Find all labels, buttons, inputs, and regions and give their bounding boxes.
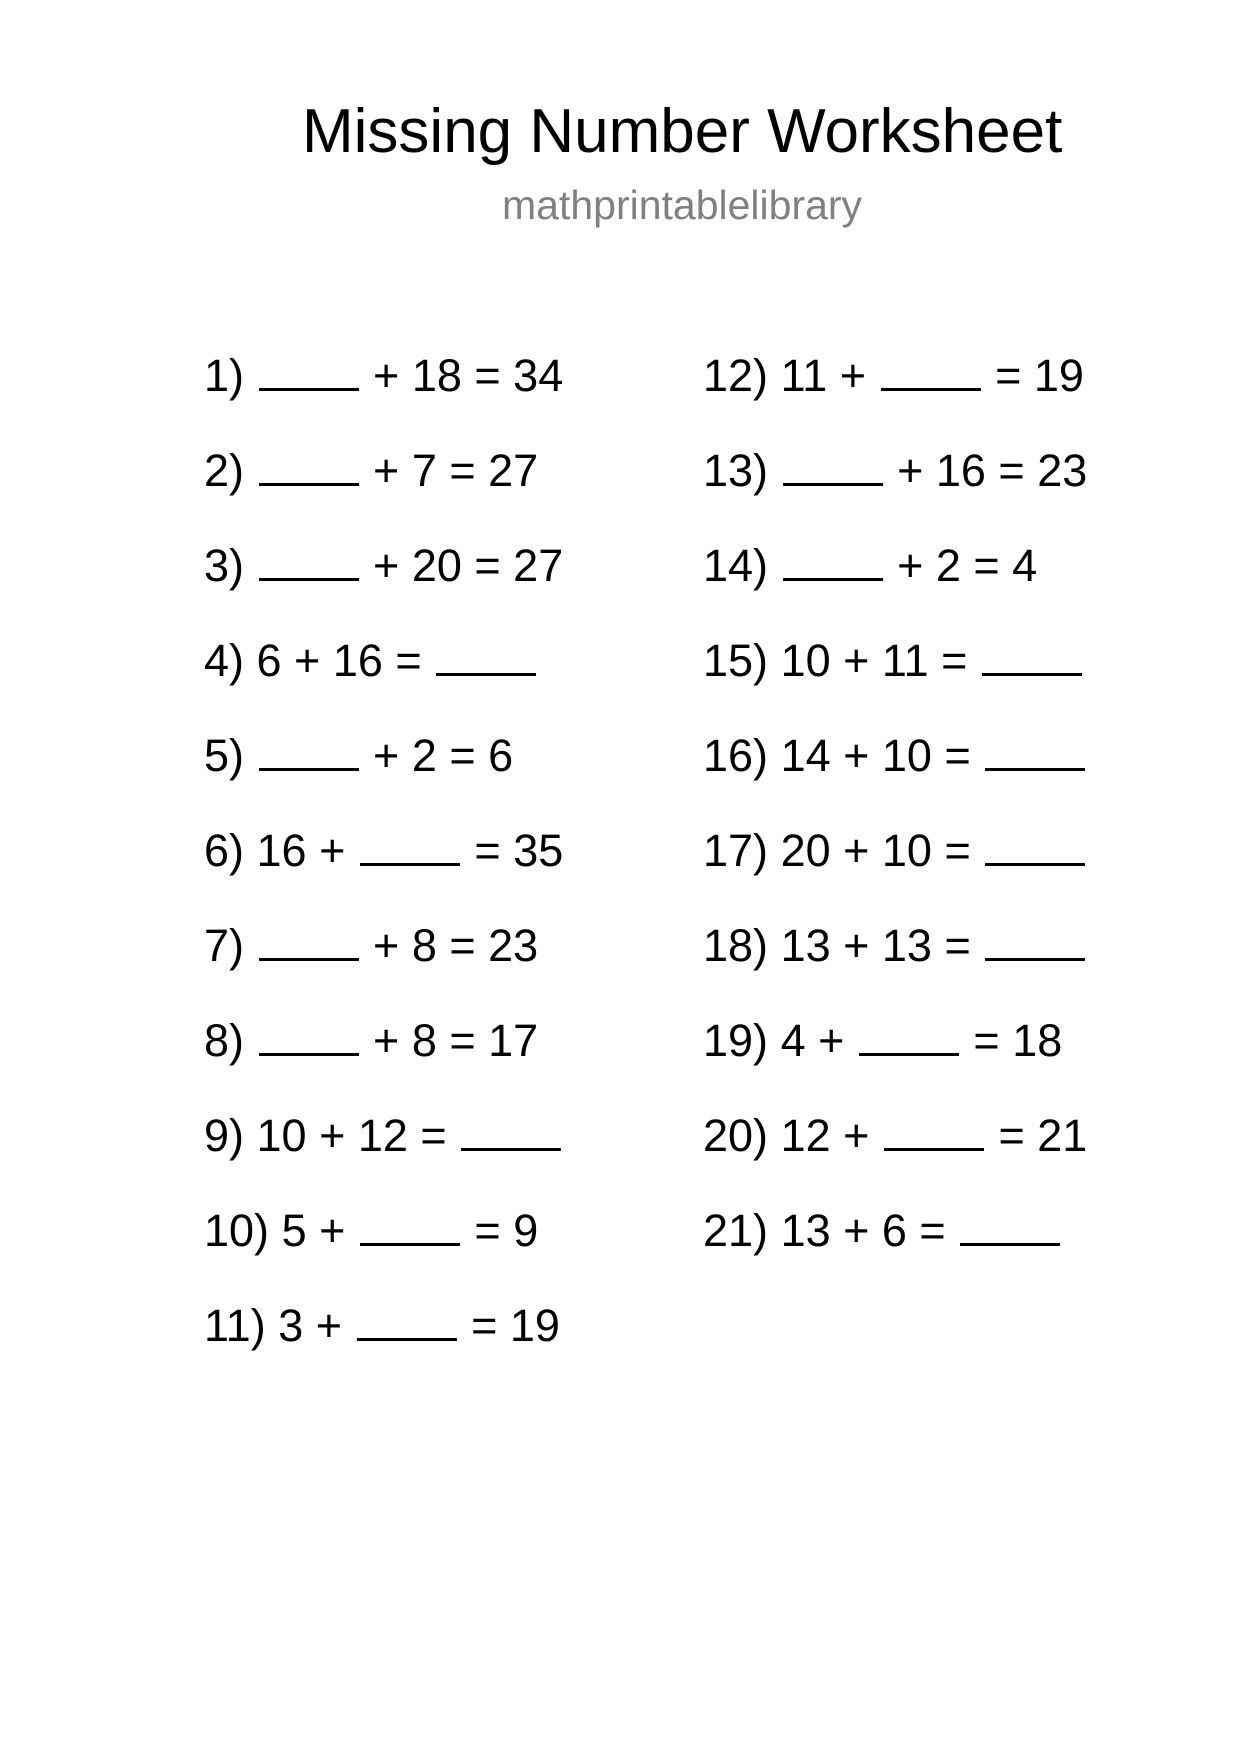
problem-item [204, 730, 513, 782]
problem-number: 2) [204, 445, 245, 496]
problem-item [703, 1110, 1087, 1162]
problem-lead: 16 + [256, 825, 346, 876]
problem-number: 19) [703, 1015, 769, 1066]
problem-lead: 13 + 13 = [780, 920, 971, 971]
problem-rest: + 2 = 4 [897, 540, 1038, 591]
answer-blank[interactable] [960, 1213, 1060, 1246]
problem-item [204, 1205, 538, 1257]
problem-number: 20) [703, 1110, 769, 1161]
problem-number: 15) [703, 635, 769, 686]
problem-rest: = 21 [998, 1110, 1088, 1161]
answer-blank[interactable] [985, 928, 1085, 961]
problem-rest: + 2 = 6 [373, 730, 514, 781]
problem-lead: 20 + 10 = [780, 825, 971, 876]
problem-item [703, 1205, 1062, 1257]
problem-rest: + 8 = 23 [373, 920, 539, 971]
answer-blank[interactable] [859, 1023, 959, 1056]
answer-blank[interactable] [783, 548, 883, 581]
problem-lead: 3 + [278, 1300, 343, 1351]
problem-item [204, 825, 563, 877]
problem-item [703, 825, 1087, 877]
problem-item [703, 445, 1087, 497]
problem-lead: 10 + 11 = [780, 635, 968, 686]
problem-rest: + 7 = 27 [373, 445, 539, 496]
problem-number: 1) [204, 350, 245, 401]
answer-blank[interactable] [982, 643, 1082, 676]
answer-blank[interactable] [259, 453, 359, 486]
problem-number: 12) [703, 350, 769, 401]
problem-rest: = 19 [995, 350, 1084, 401]
answer-blank[interactable] [259, 738, 359, 771]
problem-item [703, 635, 1084, 687]
answer-blank[interactable] [436, 643, 536, 676]
problem-number: 5) [204, 730, 245, 781]
problem-rest: + 8 = 17 [373, 1015, 539, 1066]
problem-item [204, 540, 563, 592]
problem-number: 14) [703, 540, 769, 591]
problem-item [204, 920, 538, 972]
problem-number: 10) [204, 1205, 270, 1256]
problem-rest: + 20 = 27 [373, 540, 564, 591]
problem-lead: 12 + [780, 1110, 870, 1161]
problem-number: 16) [703, 730, 769, 781]
problem-item [204, 1110, 563, 1162]
problem-item [204, 1300, 560, 1352]
problem-rest: = 9 [474, 1205, 539, 1256]
problem-rest: = 19 [471, 1300, 560, 1351]
problem-number: 13) [703, 445, 769, 496]
problem-lead: 11 + [780, 350, 867, 401]
problem-lead: 10 + 12 = [256, 1110, 447, 1161]
problem-number: 6) [204, 825, 245, 876]
answer-blank[interactable] [985, 738, 1085, 771]
problem-number: 7) [204, 920, 245, 971]
problem-number: 8) [204, 1015, 245, 1066]
problem-item [204, 635, 538, 687]
answer-blank[interactable] [259, 928, 359, 961]
answer-blank[interactable] [360, 833, 460, 866]
answer-blank[interactable] [259, 358, 359, 391]
problem-lead: 6 + 16 = [256, 635, 422, 686]
answer-blank[interactable] [881, 358, 981, 391]
answer-blank[interactable] [884, 1118, 984, 1151]
problem-number: 17) [703, 825, 769, 876]
answer-blank[interactable] [259, 548, 359, 581]
problem-item [703, 350, 1084, 402]
problem-number: 3) [204, 540, 245, 591]
problem-item [703, 540, 1037, 592]
problem-number: 9) [204, 1110, 245, 1161]
problem-item [204, 445, 538, 497]
problem-rest: + 18 = 34 [373, 350, 564, 401]
answer-blank[interactable] [461, 1118, 561, 1151]
page-subtitle: mathprintablelibrary [502, 182, 863, 228]
problem-lead: 13 + 6 = [780, 1205, 946, 1256]
problem-item [703, 730, 1087, 782]
problem-item [204, 350, 563, 402]
answer-blank[interactable] [360, 1213, 460, 1246]
problem-item [204, 1015, 538, 1067]
problem-rest: + 16 = 23 [897, 445, 1088, 496]
problem-number: 4) [204, 635, 245, 686]
problem-item [703, 920, 1087, 972]
answer-blank[interactable] [259, 1023, 359, 1056]
problem-rest: = 35 [474, 825, 564, 876]
problem-lead: 5 + [281, 1205, 346, 1256]
problem-number: 18) [703, 920, 769, 971]
problem-item [703, 1015, 1062, 1067]
answer-blank[interactable] [357, 1308, 457, 1341]
answer-blank[interactable] [783, 453, 883, 486]
problem-number: 21) [703, 1205, 769, 1256]
problem-rest: = 18 [973, 1015, 1063, 1066]
problem-number: 11) [204, 1300, 266, 1351]
answer-blank[interactable] [985, 833, 1085, 866]
page-title: Missing Number Worksheet [302, 97, 1063, 166]
problem-lead: 14 + 10 = [780, 730, 971, 781]
problem-lead: 4 + [780, 1015, 845, 1066]
